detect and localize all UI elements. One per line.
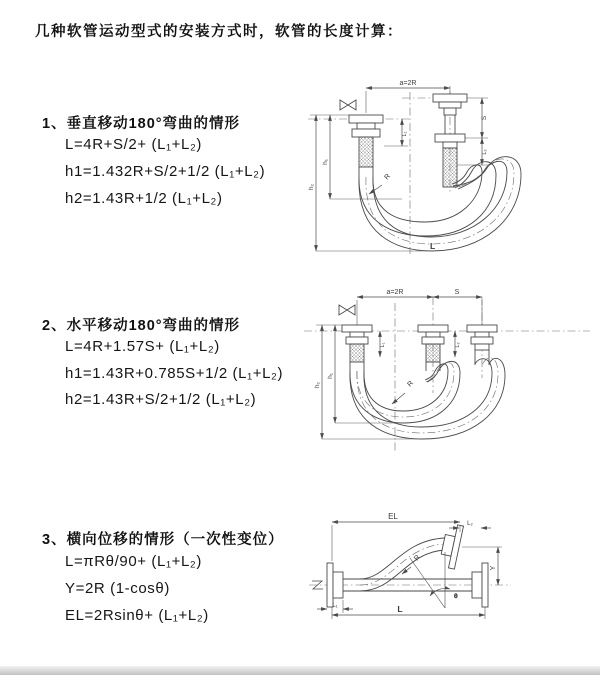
hose-loop	[359, 157, 521, 251]
dim-label-l1: L₁	[380, 342, 386, 348]
dim-label-h1: h₁	[322, 159, 329, 165]
section-1-heading: 1、垂直移动180°弯曲的情形	[42, 116, 241, 132]
hose-loop	[350, 358, 505, 439]
section-3-formula-l: L=πRθ/90+ (L₁+L₂)	[65, 553, 202, 570]
dim-label-h2: h₂	[308, 183, 315, 191]
valve-icon	[340, 100, 356, 110]
section-2-formula-l: L=4R+1.57S+ (L₁+L₂)	[65, 338, 220, 355]
section-3-heading: 3、横向位移的情形（一次性变位）	[42, 532, 284, 548]
dim-label-s: S	[481, 115, 488, 121]
section-1-formula-h2: h2=1.43R+1/2 (L₁+L₂)	[65, 190, 223, 207]
hose-centerline	[357, 358, 498, 433]
braided-hose-section	[426, 344, 440, 362]
braided-hose-section	[350, 344, 364, 362]
dim-label-l2: L₂	[482, 149, 488, 155]
dim-label-el: EL	[388, 512, 398, 521]
radius-arrow	[369, 185, 382, 194]
dim-l	[332, 604, 485, 619]
centerlines	[308, 86, 450, 254]
dim-label-a2r: a=2R	[399, 80, 417, 87]
dim-label-l1: L₁	[332, 603, 338, 609]
section-3-formula-el: EL=2Rsinθ+ (L₁+L₂)	[65, 607, 209, 624]
dim-label-theta: θ	[454, 593, 458, 600]
dim-label-h2: h₂	[314, 381, 321, 389]
hose-s-curve	[360, 538, 445, 591]
section-2-formula-h1: h1=1.43R+0.785S+1/2 (L₁+L₂)	[65, 365, 284, 382]
dim-el	[332, 512, 460, 561]
braided-hose-section	[359, 137, 373, 167]
dim-label-r: R	[413, 553, 422, 563]
page-title: 几种软管运动型式的安装方式时，软管的长度计算：	[35, 24, 403, 40]
valve-icon	[339, 305, 355, 315]
diagram-lateral-displacement	[305, 512, 515, 652]
dim-label-l: L	[430, 241, 436, 251]
radius-arrow	[392, 393, 405, 404]
diagram-vertical-180-bend	[302, 72, 590, 258]
dim-label-l2: L₂	[467, 521, 473, 527]
dim-label-y: Y	[490, 565, 497, 571]
left-flange-fitting	[349, 115, 383, 167]
right-flange-fitting	[433, 94, 467, 187]
section-3-formula-y: Y=2R (1-cosθ)	[65, 580, 170, 597]
dim-h1-h2	[316, 325, 422, 439]
dim-label-r: R	[383, 172, 392, 182]
section-2-formula-h2: h2=1.43R+S/2+1/2 (L₁+L₂)	[65, 391, 257, 408]
left-flange-fitting	[342, 325, 372, 362]
dim-l1	[317, 600, 353, 613]
diagram-horizontal-180-bend	[300, 283, 600, 458]
section-2-heading: 2、水平移动180°弯曲的情形	[42, 318, 241, 334]
scan-edge-artifact	[0, 666, 600, 675]
centerlines	[304, 297, 590, 453]
braided-hose-section	[443, 148, 457, 187]
dim-label-s: S	[454, 289, 460, 296]
radius-arrow	[402, 567, 411, 574]
section-1-formula-h1: h1=1.432R+S/2+1/2 (L₁+L₂)	[65, 163, 266, 180]
hose-centerline	[366, 159, 514, 244]
dim-label-r: R	[406, 379, 415, 389]
dim-label-l2: L₂	[455, 342, 461, 348]
dim-label-l1: L₁	[402, 131, 408, 137]
hose-centerline	[357, 362, 454, 417]
dim-label-a2r: a=2R	[386, 289, 404, 296]
section-1-formula-l: L=4R+S/2+ (L₁+L₂)	[65, 136, 202, 153]
dim-label-l: L	[397, 604, 403, 614]
dim-label-h1: h₁	[327, 373, 334, 379]
dim-a2r-s	[357, 289, 482, 325]
middle-flange-fitting	[418, 325, 448, 362]
